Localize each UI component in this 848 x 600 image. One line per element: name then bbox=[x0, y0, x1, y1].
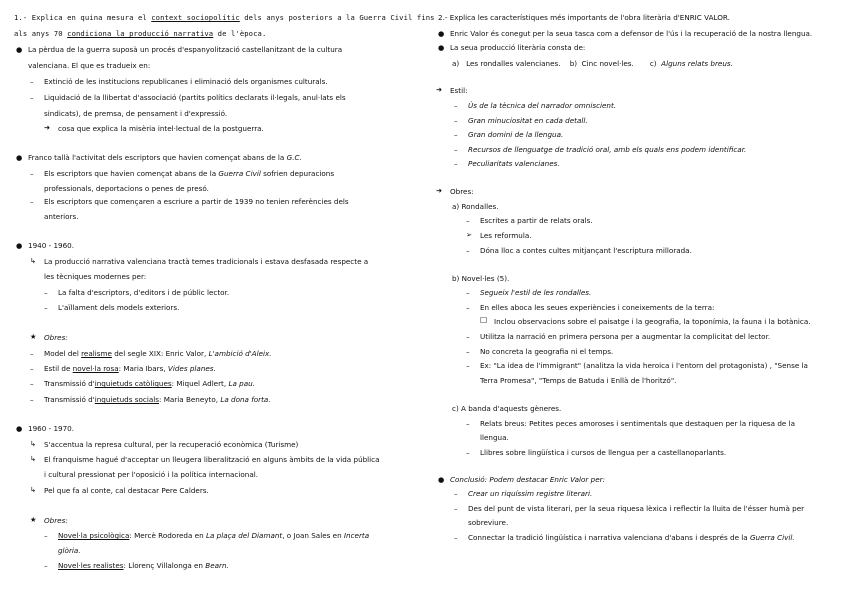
estil-item5: Peculiaritats valencianes. bbox=[468, 159, 560, 168]
conclusio-item3: Connectar la tradició lingüística i narrativa valenciana d'abans i després de la Guerra Civil. bbox=[468, 533, 795, 542]
p1-line2: valenciana. El que es tradueix en: bbox=[28, 61, 151, 70]
p1-dash1: Extinció de les institucions republicanes i eliminació dels organismes culturals. bbox=[44, 77, 328, 86]
estil-heading: Estil: bbox=[450, 86, 468, 95]
obres1-item1: Model del realisme del segle XIX: Enric Valor, L'ambició d'Aleix. bbox=[44, 349, 272, 358]
p2-line1: Franco tallà l'activitat dels escriptors que havien començat abans de la G.C. bbox=[28, 153, 302, 162]
obres2-item2: Novel·les realistes: Llorenç Villalonga en Bearn. bbox=[58, 561, 229, 570]
dash-marker: – bbox=[466, 288, 470, 297]
p1-arrow-text: cosa que explica la misèria intel·lectual de la postguerra. bbox=[58, 124, 264, 133]
corner-arrow-icon: ↳ bbox=[30, 439, 37, 448]
p4-line2: El franquisme hagué d'acceptar un lleugera liberalització en alguns àmbits de la vida pública bbox=[44, 455, 380, 464]
arrow-icon: ➜ bbox=[436, 85, 443, 94]
p1-line1: La pèrdua de la guerra suposà un procés d'espanyolització castellanitzant de la cultura bbox=[28, 45, 343, 54]
conclusio-item2b: sobreviure. bbox=[468, 518, 509, 527]
obres1-item3: Transmissió d'inquietuds catòliques: Miquel Adlert, La pau. bbox=[44, 379, 255, 388]
question-1-line1: 1.- Explica en quina mesura el context sociopolític dels anys posteriors a la Guerra Civil fins bbox=[14, 13, 435, 22]
novelles-item5b: Terra Promesa", "Temps de Batuda i Enllà de l'horitzó". bbox=[480, 376, 677, 385]
obres1-heading: Obres: bbox=[44, 333, 68, 342]
bullet-dot: ● bbox=[438, 475, 445, 484]
dash-marker: – bbox=[466, 303, 470, 312]
arrow-icon: ➜ bbox=[436, 186, 443, 195]
p4-line1: S'accentua la represa cultural, per la recuperació econòmica (Turisme) bbox=[44, 440, 299, 449]
bullet-dot: ● bbox=[16, 424, 23, 433]
question-2-title: 2.- Explica les característiques més importants de l'obra literària d'ENRIC VALOR. bbox=[438, 13, 730, 22]
dash-marker: – bbox=[44, 531, 48, 540]
dash-marker: – bbox=[454, 489, 458, 498]
obres1-item4: Transmissió d'inquietuds socials: Maria Beneyto, La dona forta. bbox=[44, 395, 271, 404]
dash-marker: – bbox=[454, 101, 458, 110]
p1-dash2a: Liquidació de la llibertat d'associació (partits polítics declarats il·legals, anul·lats els bbox=[44, 93, 346, 102]
star-icon: ★ bbox=[30, 332, 37, 341]
bullet-dot: ● bbox=[16, 45, 23, 54]
other-genres-heading: c) A banda d'aquests gèneres. bbox=[452, 404, 562, 413]
obres2-item1-cont: glòria. bbox=[58, 546, 81, 555]
p1-dash2b: sindicats), de premsa, de pensament i d'expressió. bbox=[44, 109, 228, 118]
corner-arrow-icon: ↳ bbox=[30, 454, 37, 463]
rondalles-item2: Les reformula. bbox=[480, 231, 532, 240]
p3-heading: 1940 - 1960. bbox=[28, 241, 75, 250]
rondalles-heading: a) Rondalles. bbox=[452, 202, 499, 211]
chevron-arrow-icon: ➢ bbox=[466, 230, 473, 239]
dash-marker: – bbox=[44, 561, 48, 570]
star-icon: ★ bbox=[30, 515, 37, 524]
novelles-heading: b) Novel·les (5). bbox=[452, 274, 510, 283]
other-genres-item1a: Relats breus: Petites peces amoroses i sentimentals que destaquen per la riquesa de la bbox=[480, 419, 796, 428]
p4-heading: 1960 - 1970. bbox=[28, 424, 75, 433]
bullet-dot: ● bbox=[438, 29, 445, 38]
dash-marker: – bbox=[454, 130, 458, 139]
dash-marker: – bbox=[466, 216, 470, 225]
question-1-line2: als anys 70 condiciona la producció narrativa de l'època. bbox=[14, 29, 267, 38]
p2-dash2b: anteriors. bbox=[44, 212, 79, 221]
dash-marker: – bbox=[30, 395, 34, 404]
p3-line2: les tècniques modernes per: bbox=[44, 272, 147, 281]
novelles-item3: Utilitza la narració en primera persona per a augmentar la complicitat del lector. bbox=[480, 332, 771, 341]
p4-line4: Pel que fa al conte, cal destacar Pere Calders. bbox=[44, 486, 209, 495]
conclusio-item2a: Des del punt de vista literari, per la seua riquesa lèxica i reflectir la lluita de l'ésser humà per bbox=[468, 504, 805, 513]
bullet-dot: ● bbox=[16, 153, 23, 162]
dash-marker: – bbox=[466, 419, 470, 428]
dash-marker: – bbox=[30, 169, 34, 178]
arrow-icon: ➜ bbox=[44, 123, 51, 132]
other-genres-item2: Llibres sobre lingüística i cursos de llengua per a castellanoparlants. bbox=[480, 448, 727, 457]
novelles-item5a: Ex: "La idea de l'immigrant" (analitza la vida heroica i l'entorn del protagonista) , "Sense la bbox=[480, 361, 808, 370]
r-bullet2: La seua producció literària consta de: bbox=[450, 43, 586, 52]
novelles-item4: No concreta la geografia ni el temps. bbox=[480, 347, 614, 356]
obres-heading: Obres: bbox=[450, 187, 474, 196]
dash-marker: – bbox=[30, 93, 34, 102]
p2-dash1a: Els escriptors que havien començat abans de la Guerra Civil sofrien depuracions bbox=[44, 169, 335, 178]
novelles-item1: Segueix l'estil de les rondalles. bbox=[480, 288, 592, 297]
dash-marker: – bbox=[44, 288, 48, 297]
dash-marker: – bbox=[454, 504, 458, 513]
obres2-item1: Novel·la psicològica: Mercè Rodoreda en La plaça del Diamant, o Joan Sales en Incerta bbox=[58, 531, 370, 540]
p3-dash1: La falta d'escriptors, d'editors i de públic lector. bbox=[58, 288, 230, 297]
p4-line3: i cultural pressionat per l'oposició i la política internacional. bbox=[44, 470, 258, 479]
p3-line1: La producció narrativa valenciana tractà temes tradicionals i estava desfasada respecte a bbox=[44, 257, 369, 266]
obres1-item2: Estil de novel·la rosa: Maria Ibars, Vides planes. bbox=[44, 364, 216, 373]
obres2-heading: Obres: bbox=[44, 516, 68, 525]
estil-item1: Ús de la tècnica del narrador omniscient. bbox=[468, 101, 617, 110]
estil-item2: Gran minuciositat en cada detall. bbox=[468, 116, 588, 125]
dash-marker: – bbox=[466, 448, 470, 457]
conclusio-heading: Conclusió: Podem destacar Enric Valor per: bbox=[450, 475, 606, 484]
dash-marker: – bbox=[30, 349, 34, 358]
novelles-item2: En elles aboca les seues experiències i coneixements de la terra: bbox=[480, 303, 715, 312]
novelles-subitem: Inclou observacions sobre el paisatge i la geografia, la toponímia, la fauna i la botànica. bbox=[494, 317, 811, 326]
other-genres-item1b: llengua. bbox=[480, 433, 509, 442]
dash-marker: – bbox=[454, 159, 458, 168]
p2-dash2a: Els escriptors que començaren a escriure a partir de 1939 no tenien referències dels bbox=[44, 197, 349, 206]
p2-dash1b: professionals, deportacions o penes de presó. bbox=[44, 184, 209, 193]
checkbox-square-icon: ☐ bbox=[480, 316, 488, 325]
dash-marker: – bbox=[466, 361, 470, 370]
rondalles-item1: Escrites a partir de relats orals. bbox=[480, 216, 593, 225]
corner-arrow-icon: ↳ bbox=[30, 485, 37, 494]
estil-item3: Gran domini de la llengua. bbox=[468, 130, 564, 139]
bullet-dot: ● bbox=[438, 43, 445, 52]
dash-marker: – bbox=[44, 303, 48, 312]
dash-marker: – bbox=[454, 116, 458, 125]
dash-marker: – bbox=[30, 77, 34, 86]
dash-marker: – bbox=[466, 246, 470, 255]
estil-item4: Recursos de llenguatge de tradició oral, amb els quals ens podem identificar. bbox=[468, 145, 747, 154]
dash-marker: – bbox=[30, 379, 34, 388]
rondalles-item3: Dóna lloc a contes cultes mitjançant l'escriptura millorada. bbox=[480, 246, 692, 255]
dash-marker: – bbox=[30, 364, 34, 373]
p3-dash2: L'aïllament dels models exteriors. bbox=[58, 303, 180, 312]
bullet-dot: ● bbox=[16, 241, 23, 250]
dash-marker: – bbox=[454, 533, 458, 542]
dash-marker: – bbox=[454, 145, 458, 154]
dash-marker: – bbox=[466, 332, 470, 341]
conclusio-item1: Crear un riquíssim registre literari. bbox=[468, 489, 593, 498]
r-bullet1: Enric Valor és conegut per la seua tasca com a defensor de l'ús i la recuperació de la nostra llengua. bbox=[450, 29, 813, 38]
dash-marker: – bbox=[466, 347, 470, 356]
corner-arrow-icon: ↳ bbox=[30, 256, 37, 265]
works-list: a) Les rondalles valencianes. b) Cinc novel·les. c) Alguns relats breus. bbox=[452, 59, 733, 68]
dash-marker: – bbox=[30, 197, 34, 206]
